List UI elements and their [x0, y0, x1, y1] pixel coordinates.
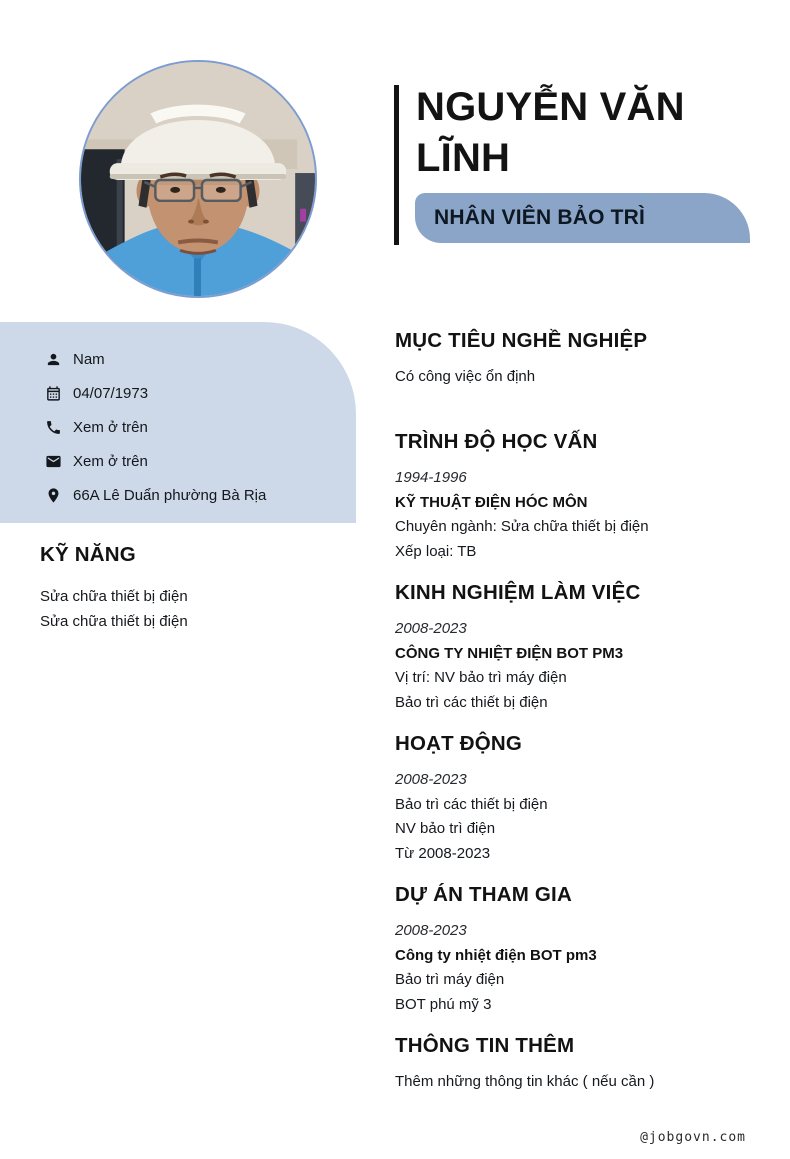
phone-icon	[45, 419, 62, 436]
section-heading: DỰ ÁN THAM GIA	[395, 883, 572, 906]
section-heading: THÔNG TIN THÊM	[395, 1034, 575, 1057]
email-value: Xem ở trên	[73, 452, 148, 470]
email-icon	[45, 453, 62, 470]
section-line: KỸ THUẬT ĐIỆN HÓC MÔN	[395, 493, 588, 511]
section-additional-info	[395, 1034, 767, 1095]
section-line: Công ty nhiệt điện BOT pm3	[395, 946, 597, 964]
job-title: NHÂN VIÊN BẢO TRÌ	[434, 206, 646, 229]
section-line: 2008-2023	[395, 771, 467, 788]
profile-photo	[79, 60, 317, 298]
job-title-banner	[415, 193, 750, 243]
calendar-icon	[45, 385, 62, 402]
skills-heading: KỸ NĂNG	[40, 543, 136, 566]
section-line: Từ 2008-2023	[395, 844, 491, 862]
person-icon	[45, 351, 62, 368]
section-heading: HOẠT ĐỘNG	[395, 732, 523, 755]
skill-item: Sửa chữa thiết bị điện	[40, 588, 188, 605]
section-body	[395, 466, 767, 564]
info-row-email	[45, 444, 356, 478]
skills-list	[40, 584, 350, 634]
birthdate-value: 04/07/1973	[73, 384, 149, 402]
section-line: Chuyên ngành: Sửa chữa thiết bị điện	[395, 518, 649, 536]
section-line: Bảo trì máy điện	[395, 971, 505, 989]
section-line: CÔNG TY NHIỆT ĐIỆN BOT PM3	[395, 644, 624, 662]
info-row-gender	[45, 342, 356, 376]
section-education	[395, 430, 767, 564]
section-heading: KINH NGHIỆM LÀM VIỆC	[395, 581, 641, 604]
gender-value: Nam	[73, 350, 105, 368]
section-line: BOT phú mỹ 3	[395, 995, 492, 1013]
candidate-name: NGUYỄN VĂN LĨNH	[416, 85, 685, 180]
section-body	[395, 919, 767, 1017]
section-work-experience	[395, 581, 767, 715]
site-watermark: @jobgovn.com	[640, 1130, 746, 1145]
section-line: Xếp loại: TB	[395, 542, 477, 560]
section-career-objective	[395, 329, 767, 390]
section-line: Vị trí: NV bảo trì máy điện	[395, 669, 567, 687]
phone-value: Xem ở trên	[73, 418, 148, 436]
personal-info-panel	[0, 322, 356, 523]
section-line: 2008-2023	[395, 620, 467, 637]
info-row-address	[45, 478, 356, 512]
section-body	[395, 365, 767, 390]
section-line: NV bảo trì điện	[395, 820, 496, 838]
section-line: Bảo trì các thiết bị điện	[395, 795, 548, 813]
section-line: Thêm những thông tin khác ( nếu cần )	[395, 1073, 655, 1090]
section-body	[395, 1070, 767, 1095]
section-body	[395, 617, 767, 715]
skill-item: Sửa chữa thiết bị điện	[40, 613, 188, 630]
section-heading: TRÌNH ĐỘ HỌC VẤN	[395, 430, 598, 453]
profile-photo-illustration	[81, 62, 315, 296]
info-row-phone	[45, 410, 356, 444]
section-heading: MỤC TIÊU NGHỀ NGHIỆP	[395, 329, 648, 352]
skills-section	[40, 543, 350, 634]
section-line: Bảo trì các thiết bị điện	[395, 693, 548, 711]
section-body	[395, 768, 767, 866]
location-icon	[45, 487, 62, 504]
section-activities	[395, 732, 767, 866]
name-accent-bar	[394, 85, 399, 245]
section-projects	[395, 883, 767, 1017]
section-line: Có công việc ổn định	[395, 368, 536, 385]
section-line: 1994-1996	[395, 469, 467, 486]
info-row-birthdate	[45, 376, 356, 410]
section-line: 2008-2023	[395, 922, 467, 939]
address-value: 66A Lê Duẩn phường Bà Rịa	[73, 486, 267, 504]
